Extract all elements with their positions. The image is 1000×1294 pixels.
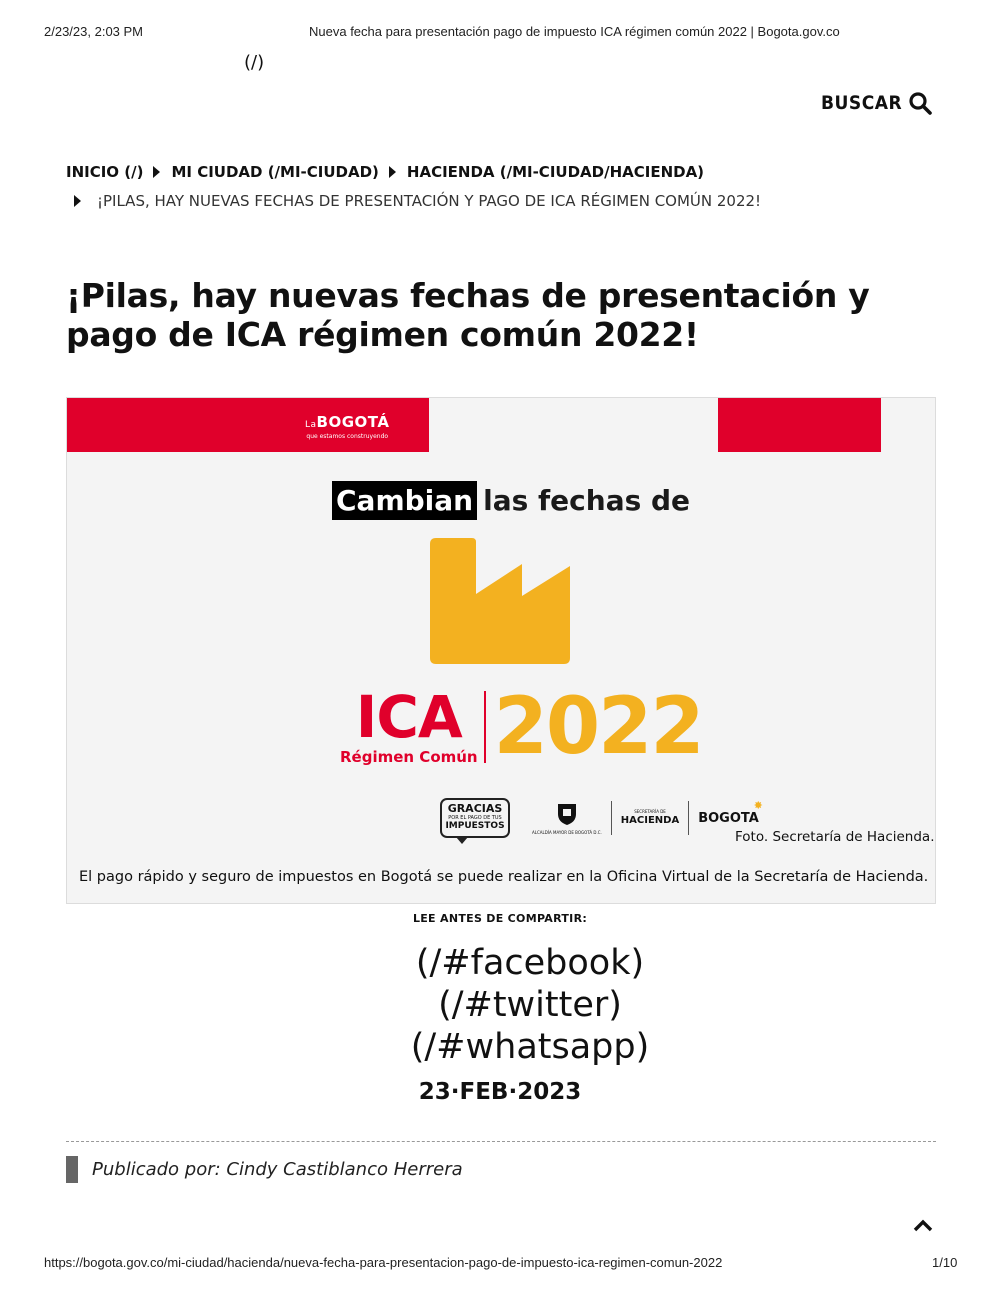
gracias-line3: IMPUESTOS — [445, 821, 505, 831]
chevron-up-icon[interactable] — [913, 1218, 933, 1232]
breadcrumb-arrow-icon — [389, 166, 396, 178]
crest-icon — [556, 802, 578, 826]
hacienda-logo — [621, 809, 679, 827]
divider — [66, 1141, 936, 1142]
ica-subtitle: Régimen Común — [340, 748, 478, 766]
factory-icon — [428, 536, 576, 666]
print-url: https://bogota.gov.co/mi-ciudad/hacienda/nueva-fecha-para-presentacion-pago-de-impuesto-ica-regimen-comun-2022 — [44, 1255, 723, 1270]
breadcrumb-inicio[interactable]: INICIO (/) — [66, 163, 144, 181]
author-block — [66, 1156, 463, 1183]
ica-logo — [340, 682, 703, 772]
star-icon: ✸ — [753, 798, 763, 812]
logo-divider — [688, 801, 689, 835]
gracias-line1: GRACIAS — [447, 802, 503, 815]
search-icon — [908, 91, 932, 115]
ica-year: 2022 — [493, 682, 703, 772]
search-label: BUSCAR — [821, 92, 903, 114]
home-link[interactable]: (/) — [244, 52, 265, 73]
share-facebook-link[interactable]: (/#facebook) — [415, 943, 645, 983]
breadcrumb-arrow-icon — [153, 166, 160, 178]
top-logo-prefix: La — [305, 420, 317, 430]
headline-highlight: Cambian — [332, 481, 477, 520]
article-title: ¡Pilas, hay nuevas fechas de presentación y pago de ICA régimen común 2022! — [66, 276, 870, 354]
breadcrumb-current-row — [74, 192, 761, 210]
image-logos — [440, 798, 763, 838]
share-twitter-link[interactable]: (/#twitter) — [438, 985, 622, 1025]
alcaldia-crest — [532, 802, 602, 835]
image-caption: El pago rápido y seguro de impuestos en Bogotá se puede realizar en la Oficina Virtual de la Secretaría de Hacienda. — [79, 869, 929, 885]
author-text: Publicado por: Cindy Castiblanco Herrera — [92, 1159, 463, 1180]
ica-text: ICA — [355, 683, 462, 751]
bogota-top-logo — [305, 414, 389, 441]
article-figure — [66, 397, 936, 904]
breadcrumb-arrow-icon — [74, 195, 81, 207]
ica-divider — [484, 691, 486, 763]
photo-credit: Foto. Secretaría de Hacienda. — [735, 829, 935, 845]
crest-text: ALCALDÍA MAYOR DE BOGOTÁ D.C. — [532, 829, 602, 835]
headline-rest: las fechas de — [483, 484, 691, 517]
search-button[interactable] — [821, 91, 932, 115]
secretaria-name: HACIENDA — [620, 815, 680, 826]
image-headline — [332, 481, 690, 520]
red-band-right — [718, 398, 881, 452]
print-page-title: Nueva fecha para presentación pago de impuesto ICA régimen común 2022 | Bogota.gov.co — [309, 24, 840, 39]
author-bar — [66, 1156, 78, 1183]
logo-divider — [611, 801, 612, 835]
print-page-number: 1/10 — [932, 1255, 958, 1270]
breadcrumb-mi-ciudad[interactable]: MI CIUDAD (/MI-CIUDAD) — [171, 163, 379, 181]
gracias-line2: POR EL PAGO DE TUS — [448, 815, 502, 821]
breadcrumb — [66, 163, 704, 181]
article-image — [67, 398, 935, 854]
print-datetime: 2/23/23, 2:03 PM — [44, 24, 144, 39]
top-logo-name: BOGOTÁ — [316, 413, 390, 431]
gracias-badge — [440, 798, 510, 838]
secretaria-small: SECRETARÍA DE — [634, 809, 666, 814]
bogota-logo — [698, 798, 763, 826]
publish-date: 23·FEB·2023 — [418, 1079, 582, 1105]
share-links — [0, 942, 1000, 1068]
breadcrumb-hacienda[interactable]: HACIENDA (/MI-CIUDAD/HACIENDA) — [406, 163, 705, 181]
top-logo-tagline: que estamos construyendo — [306, 433, 389, 440]
share-label: LEE ANTES DE COMPARTIR: — [412, 912, 588, 925]
share-whatsapp-link[interactable]: (/#whatsapp) — [410, 1027, 650, 1067]
breadcrumb-current: ¡PILAS, HAY NUEVAS FECHAS DE PRESENTACIÓN Y PAGO DE ICA RÉGIMEN COMÚN 2022! — [97, 192, 762, 210]
bogota-logo-text: BOGOTA — [698, 810, 759, 826]
